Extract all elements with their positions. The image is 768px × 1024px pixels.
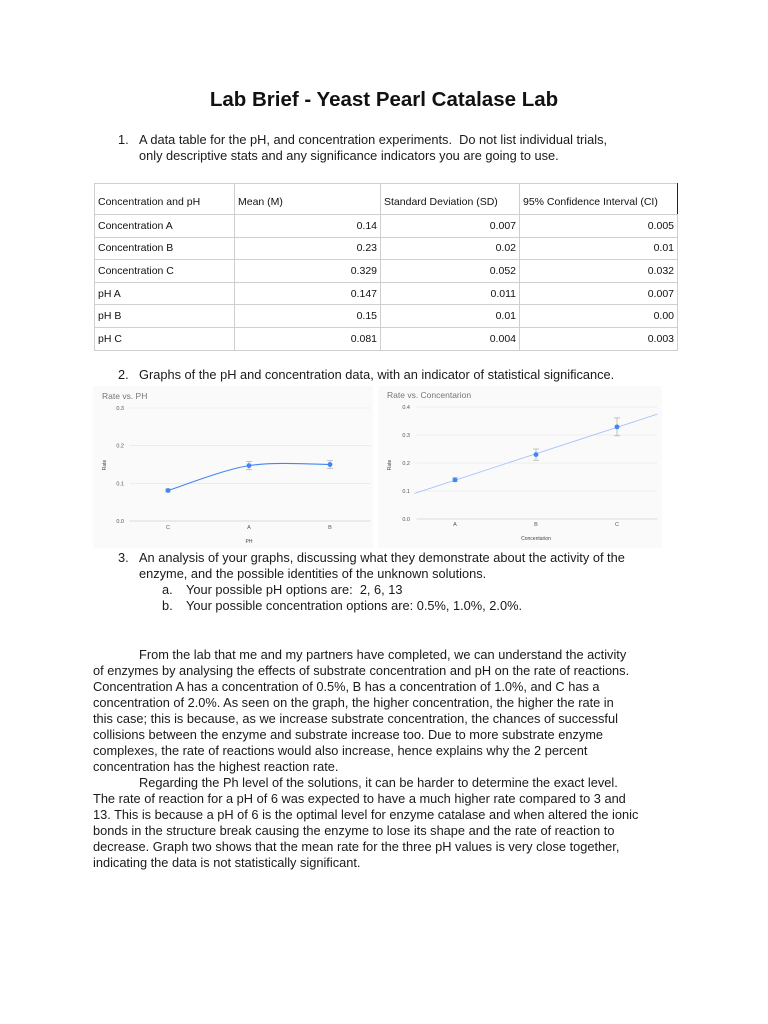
paragraph-line: indicating the data is not statistically significant. [93,855,361,870]
list-item-1 [0,132,740,164]
table-cell: 0.01 [381,305,520,328]
table-cell: 0.007 [381,215,520,238]
x-tick-label: C [615,522,619,528]
table-cell: 0.052 [381,260,520,283]
table-cell: 0.004 [381,327,520,350]
data-point [453,477,458,482]
table-row [95,305,678,328]
chart-rate-vs-concentration [378,386,662,548]
y-tick-label: 0.2 [402,461,410,467]
table-cell: Concentration C [95,260,235,283]
y-tick-label: 0.4 [402,405,410,411]
paragraph-line: 13. This is because a pH of 6 is the optimal level for enzyme catalase and when altered the ionic [93,807,639,822]
list-item-text: An analysis of your graphs, discussing what they demonstrate about the activity of the [139,550,625,565]
chart-background [93,386,373,548]
analysis-section [93,647,753,871]
sub-item-b [0,598,740,614]
x-tick-label: B [328,525,332,531]
list-number: 3. [118,550,129,565]
table-cell: 0.147 [235,282,381,305]
paragraph-line: complexes, the rate of reactions would also increase, hence explains why the 2 percent [93,743,588,758]
paragraph-line: bonds in the structure break causing the enzyme to lose its shape and the rate of reaction to [93,823,615,838]
paragraph-line: collisions between the enzyme and substrate increase too. Due to more substrate enzyme [93,727,604,742]
chart-background [378,386,662,548]
y-tick-label: 0.1 [116,481,124,488]
sub-item-text: Your possible pH options are: 2, 6, 13 [186,582,403,597]
table-cell: 0.23 [235,237,381,260]
list-item-2 [0,367,740,383]
document-title: Lab Brief - Yeast Pearl Catalase Lab [209,88,559,111]
data-point [534,452,539,457]
table-cell: 0.15 [235,305,381,328]
table-cell: 0.032 [520,260,678,283]
list-number: 1. [118,132,129,147]
paragraph-line: From the lab that me and my partners have completed, we can understand the activity [139,647,627,662]
paragraph-line: The rate of reaction for a pH of 6 was expected to have a much higher rate compared to 3 and [93,791,626,806]
table-cell: 0.005 [520,215,678,238]
paragraph-line: this case; this is because, as we increase substrate concentration, the chances of successful [93,711,618,726]
x-axis-label: Concentarion [521,536,551,542]
list-item-text: enzyme, and the possible identities of the unknown solutions. [139,566,487,581]
table-row [95,215,678,238]
list-number: 2. [118,367,129,382]
x-tick-label: C [166,525,170,531]
table-row [95,237,678,260]
table-cell: 0.02 [381,237,520,260]
table-cell: 0.00 [520,305,678,328]
y-tick-label: 0.3 [402,433,410,439]
table-cell: Concentration A [95,215,235,238]
data-point [247,463,252,468]
table-cell: Concentration B [95,237,235,260]
sub-item-marker: b. [162,598,173,613]
x-tick-label: A [247,525,251,531]
table-cell: pH A [95,282,235,305]
y-tick-label: 0.0 [116,519,124,525]
descriptive-stats-table [94,183,678,351]
table-row [95,327,678,350]
table-cell: 0.329 [235,260,381,283]
sub-item-marker: a. [162,582,173,597]
column-header: Standard Deviation (SD) [381,184,520,215]
table-cell: 0.14 [235,215,381,238]
table-cell: 0.003 [520,327,678,350]
y-tick-label: 0.2 [116,443,124,450]
list-item-text: A data table for the pH, and concentration experiments. Do not list individual trials, [139,132,608,147]
paragraph-line: Concentration A has a concentration of 0.5%, B has a concentration of 1.0%, and C has a [93,679,600,694]
x-axis-label: PH [245,539,253,545]
paragraph-line: concentration has the highest reaction rate. [93,759,339,774]
column-header: Mean (M) [235,184,381,215]
x-tick-label: A [453,522,457,528]
table-row [95,260,678,283]
y-tick-label: 0.3 [116,406,124,412]
chart-rate-vs-ph [93,386,373,548]
paragraph-line: Regarding the Ph level of the solutions, it can be harder to determine the exact level. [139,775,618,790]
table-header-row [95,184,678,215]
x-tick-label: B [534,522,538,528]
list-item-text: only descriptive stats and any significance indicators you are going to use. [139,148,559,163]
chart-title: Rate vs. Concentarion [387,390,472,400]
table-cell: 0.007 [520,282,678,305]
data-point [166,488,171,493]
table-cell: pH C [95,327,235,350]
table-row [95,282,678,305]
table-cell: 0.011 [381,282,520,305]
paragraph-line: concentration of 2.0%. As seen on the graph, the higher concentration, the higher the rate in [93,695,614,710]
column-header: Concentration and pH [95,184,235,215]
list-item-3 [0,550,740,614]
paragraph-line: decrease. Graph two shows that the mean rate for the three pH values is very close together, [93,839,620,854]
table-cell: 0.081 [235,327,381,350]
table-cell: pH B [95,305,235,328]
y-axis-label: Rate [102,459,108,471]
paragraph [93,775,753,871]
data-point [615,424,620,429]
paragraph-line: of enzymes by analysing the effects of substrate concentration and pH on the rate of reactions. [93,663,630,678]
data-point [328,462,333,467]
column-header: 95% Confidence Interval (CI) [520,184,678,215]
y-axis-label: Rate [387,459,393,471]
y-tick-label: 0.1 [402,489,410,495]
list-item-text: Graphs of the pH and concentration data, with an indicator of statistical significance. [139,367,615,382]
paragraph [93,647,753,775]
table-cell: 0.01 [520,237,678,260]
sub-item-text: Your possible concentration options are: 0.5%, 1.0%, 2.0%. [186,598,523,613]
y-tick-label: 0.0 [402,517,410,523]
chart-title: Rate vs. PH [102,391,148,401]
sub-item-a [0,582,740,598]
